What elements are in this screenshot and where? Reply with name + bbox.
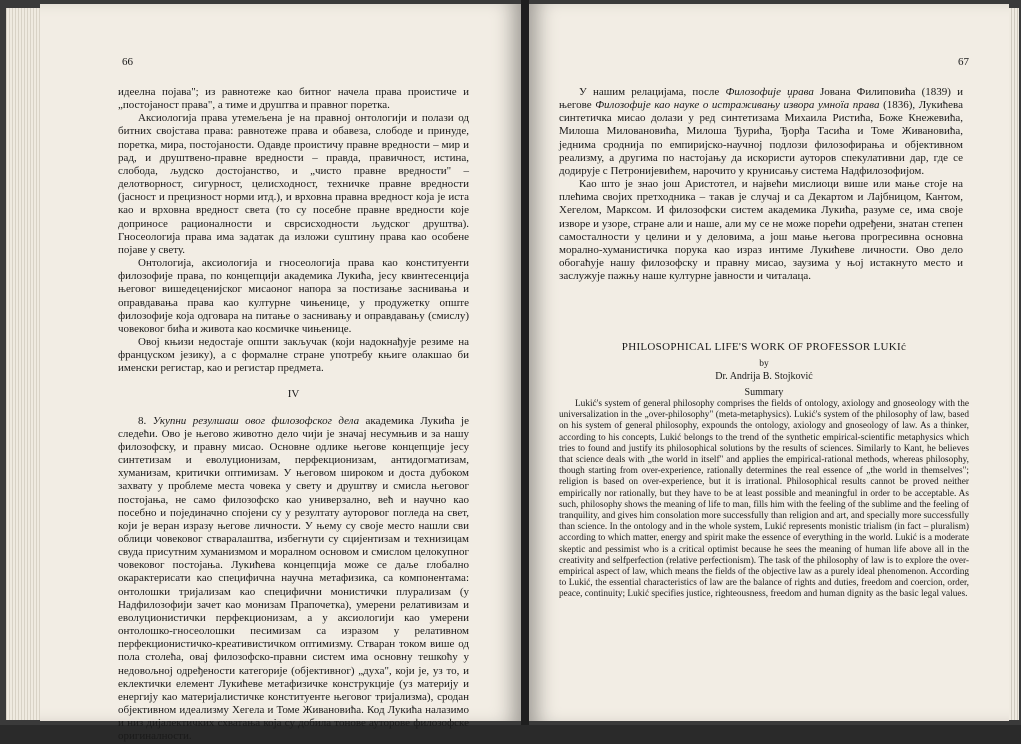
summary-title: PHILOSOPHICAL LIFE'S WORK OF PROFESSOR LUKIć <box>621 341 907 353</box>
summary-heading: Summary <box>744 387 784 398</box>
text-run: У нашим релацијама, после <box>579 86 726 98</box>
page-number-left: 66 <box>122 56 133 68</box>
left-page-edges <box>6 8 40 720</box>
paragraph: Аксиологија права утемељена је на правној онтологији и полази од битних својстава права: равнотеже права и обавеза, слободе и принуде, поретка, мира, постојаности. Одавде проистичу правне вредности – мир и рад, и друштвено-правне вредности – правда, правичност, истина, слобода, људско достојанство, и „чисто правне вредности" – делотворност, сигурност, целисходност, техничке правне вредности (јасност и прецизност норми итд.), и врховна правна вредност која је иста као и врховна вредност света (то су посебне правне вредности које доприносе рационалности и сврсисходности људског друштва). Гносеологија права има задатак да изложи суштину права као особене појаве у свету. <box>118 112 469 256</box>
right-text-column <box>559 86 963 283</box>
summary-author: Dr. Andrija B. Stojković <box>715 371 813 382</box>
paragraph <box>559 86 963 178</box>
summary-body: Lukić's system of general philosophy comprises the fields of ontology, axiology and gnoseology with the universalization in the „over-philosophy" (meta-metaphysics). Lukić's system of the philosophy of law, based on his system of general philosophy, expounds the ontology, axiology and gnoseology of law. As a thinker, according to his concepts, Lukić belongs to the trend of the synthetic empirical-scientific metaphysics which tries to found and justify its philosophical solutions by the results of sciences. Similarly to Kant, he believes that science deals with „the world in itself" and applies the empirical-rational methods, whereas philosophy, though starting from over-experience, rationally determines the real essence of „the world in themselves"; religion is based on over-experience, but it is irrational. Philosophical results cannot be proved neither empirically nor rationally, but they have to be at least possible and meaningful in order to be acceptable. As such, philosophy shows the meaning of life to man, fills him with the feeling of the sublime and the feeling of tranquility, and gives him consolation more successfully than religion and art, and specially more successfully than science. In the ontology and in the whole system, Lukić represents monistic trialism (in fact – pluralism) according to which matter, energy and spirit make the essence of everything in the world. Lukić is a moderate skeptic and pessimist who is a critical optimist because he sees the meaning of human life above all in the creativity and selfperfection (relative perfectionism). The task of the philosophy of law is to explore the over-empirical aspect of law, which means the fields of the objective law as a purely ideal phenomenon. According to Lukić, the essential characteristics of law are the balance of rights and duties, freedom and coercion, order, peace, continuity; Lukić specifies justice, righteousness, freedom and human dignity as the basic legal values. <box>559 399 969 600</box>
section-italic: Укупни резулшаш овог филозофског дела <box>152 414 360 427</box>
section-heading: IV <box>287 388 300 401</box>
left-text-column <box>118 86 469 744</box>
paragraph: идеелна појава"; из равнотеже као битног начела права проистиче и „постојаност права", а тиме и друштва и правног поретка. <box>118 86 469 112</box>
section-body: академика Лукића је следећи. Ово је његово животно дело чији је значај несумњив и за нашу филозофску, и правну мисао. Основне одлике његове концепције јесу синтетизам и еволуционизам, перфекционизам, антидогматизам, хуманизам, критички оптимизам. У његовом широком и доста дубоком захвату у проблеме места човека у свету и друштву и смисла његовог постојања, не само филозофско као универзално, већ и научно као посебно и појединачно спојени су у резултату ауторовог погледа на свет, који је веран изразу његове личности. У њему су своје место нашли сви облици човековог стваралаштва, избегнути су сцијентизам и технизицам свуда присутним хуманизмом и моралном основом и смислом целокупног човековог постојања. Лукићева концепција може се даље глобално окарактерисати као специфична научна метафизика, са компонентама: онтолошки тријализам као специфични монистички плурализам (у Надфилозофији зачет као монизам Прапочетка), умерени релативизам и еволуционистички перфекционизам, а у аксиологији као умерени онтолошко-гносеолошки песимизам са изразом у релативном перфекционистичко-креативистичком оптимизму. Стваран током више од пола столећа, овај филозофско-правни систем има основну тешкоћу у недовољној одређености категорије (објективног) „духа", који је, уз то, и еклектички елемент Лукићеве метафизичке конструкције (уз материју и енергију као материјалистичке конституенте његовог тријализма), сродан објективном идеализму Хегела и Томе Живановића. Код Лукића налазимо и низ дијалектичких схватања која су добила тонове ауторове филозофске оригиналности. <box>118 414 469 743</box>
paragraph <box>118 415 469 744</box>
paragraph: Овој књизи недостаје општи закључак (који надокнађује резиме на француском језику), а с формалне стране употребу књиге олакшао би именски регистар, као и регистар предмета. <box>118 335 469 375</box>
page-number-right: 67 <box>958 56 969 68</box>
summary-by: by <box>759 359 769 369</box>
english-summary <box>559 341 969 601</box>
text-run: (1836), Лукићева синтетичка мисао долази у ред синтетизама Михаила Ристића, Боже Кнежевића, Милоша Милованoвића, Милоша Ђурића, Ђорђа Тасића и Томе Живановића, једнима сроднија по емпиријско-научној подлози филозофирања и објективном реализму, а другима по настојању да искористи ауторов спекулативни дар, где се додирује с Петронијевићем, нарочито у крунисању система Надфилозофијом. <box>559 99 963 177</box>
right-page-edges <box>1009 8 1019 720</box>
italic-title: Филозофије џрава <box>725 86 814 98</box>
italic-title: Филозофије као науке о истраживању извора умноїа права <box>595 99 880 112</box>
book-gutter <box>521 0 529 725</box>
text-run: Јована Филиповића (1839) и његове <box>559 86 964 112</box>
paragraph: Онтологија, аксиологија и гносеологија права као конституенти филозофије права, по концепцији академика Лукића, јесу квинтесенција његовог вишедеценијског мисаоног напора за постизање заснивања и оправдавања права као културне чињенице, у продужетку опште филозофије која одговара на питање о заснивању и оправдавању (смислу) човековог бића и живота као космичке чињенице. <box>118 257 469 335</box>
paragraph: Као што је знао још Аристотел, и највећи мислиоци више или мање стоје на плећима својих претходника – такав је случај и са Декартом и Лајбницом, Кантом, Хегелом, Марксом. И филозофски систем академика Лукића, разуме се, има своје изворе и узоре, стране али и наше, али му се не може порећи одређени, знатан степен самосталности у целини и у деловима, а још мање његова прогресивна основна морално-хуманистичка порука као израз интиме Лукићеве личности. Ово дело обогаћује нашу филозофску и правну мисао, заузима у њој истакнуто место и заслужује пажњу наше културне јавности и читалаца. <box>559 178 963 283</box>
left-page <box>40 4 521 743</box>
right-page <box>529 4 1009 721</box>
section-lead: 8. <box>138 414 153 427</box>
